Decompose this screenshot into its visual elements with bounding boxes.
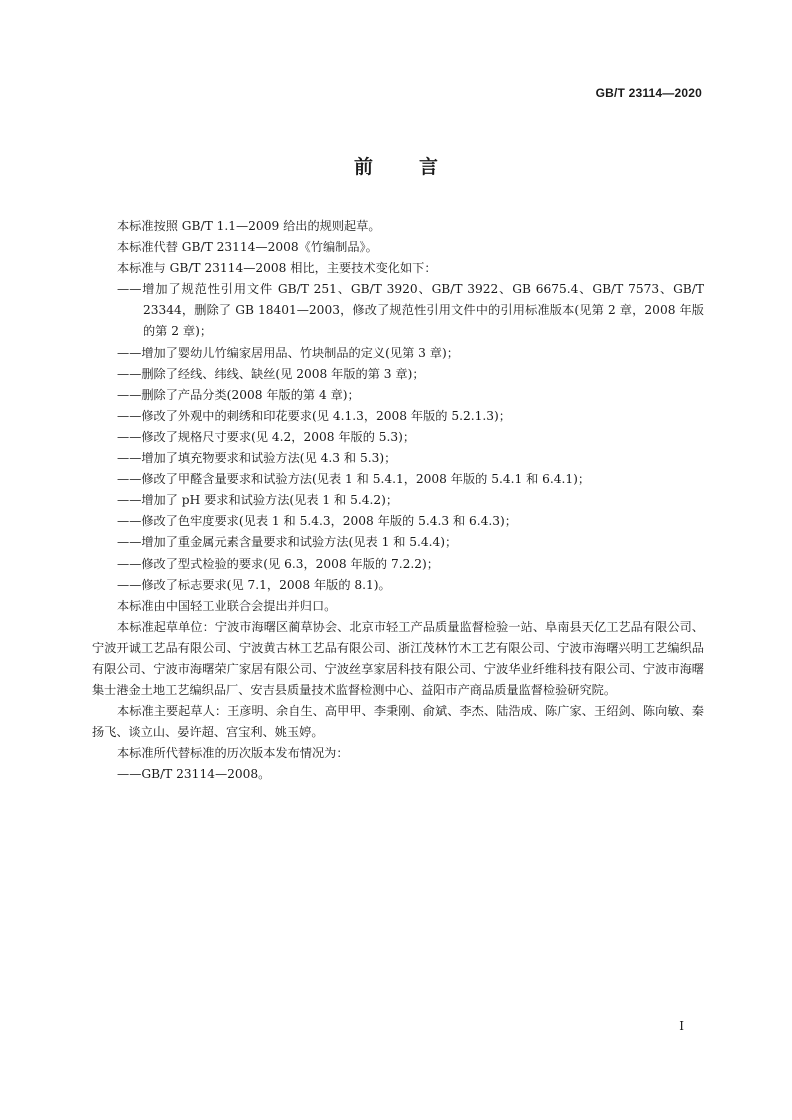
change-item: ——修改了色牢度要求(见表 1 和 5.4.3，2008 年版的 5.4.3 和 6.4.3)； — [117, 514, 517, 529]
title-char-left: 前 — [353, 156, 373, 178]
change-item: ——增加了 pH 要求和试验方法(见表 1 和 5.4.2)； — [117, 493, 399, 508]
title-char-right: 言 — [419, 156, 439, 178]
standard-code: GB/T 23114—2020 — [595, 86, 702, 100]
change-item: ——删除了经线、纬线、缺丝(见 2008 年版的第 3 章)； — [117, 366, 425, 381]
change-item: ——修改了标志要求(见 7.1，2008 年版的 8.1)。 — [117, 577, 391, 592]
page-title — [0, 152, 792, 179]
history-item: ——GB/T 23114—2008。 — [117, 767, 271, 782]
change-item: ——删除了产品分类(2008 年版的第 4 章)； — [117, 387, 360, 402]
drafting-units-paragraph: 本标准起草单位：宁波市海曙区蔺草协会、北京市轻工产品质量监督检验一站、阜南县天亿工艺品有限公司、宁波开诚工艺品有限公司、宁波黄古林工艺品有限公司、浙江茂林竹木工艺有限公司、宁波市海曙兴明工艺编织品有限公司、宁波市海曙荣广家居有限公司、宁波丝享家居科技有限公司、宁波华业纤维科技有限公司、宁波市海曙集士港金土地工艺编织品厂、安吉县质量技术监督检测中心、益阳市产商品质量监督检验研究院。 — [92, 619, 704, 698]
change-item: ——增加了填充物要求和试验方法(见 4.3 和 5.3)； — [117, 451, 397, 466]
change-item: ——修改了甲醛含量要求和试验方法(见表 1 和 5.4.1，2008 年版的 5.4.1 和 6.4.1)； — [117, 472, 591, 487]
paragraph: 本标准与 GB/T 23114—2008 相比，主要技术变化如下： — [117, 261, 437, 276]
drafters-paragraph: 本标准主要起草人：王彦明、余自生、高甲甲、李秉刚、俞斌、李杰、陆浩成、陈广家、王绍剑、陈向敏、秦扬飞、谈立山、晏许超、宫宝利、姚玉婷。 — [92, 704, 704, 740]
change-item: ——增加了重金属元素含量要求和试验方法(见表 1 和 5.4.4)； — [117, 535, 458, 550]
paragraph: 本标准按照 GB/T 1.1—2009 给出的规则起草。 — [117, 219, 381, 233]
paragraph: 本标准代替 GB/T 23114—2008《竹编制品》。 — [117, 240, 378, 255]
foreword-body — [92, 216, 704, 786]
change-item: ——增加了婴幼儿竹编家居用品、竹块制品的定义(见第 3 章)； — [117, 345, 459, 360]
change-item: ——增加了规范性引用文件 GB/T 251、GB/T 3920、GB/T 3922、GB 6675.4、GB/T 7573、GB/T 23344，删除了 GB 18401—2003，修改了规范性引用文件中的引用标准版本(见第 2 章，2008 年版的第 2 章)； — [117, 282, 704, 339]
change-item: ——修改了规格尺寸要求(见 4.2，2008 年版的 5.3)； — [117, 429, 416, 444]
change-item: ——修改了型式检验的要求(见 6.3，2008 年版的 7.2.2)； — [117, 556, 439, 571]
paragraph: 本标准所代替标准的历次版本发布情况为： — [117, 746, 349, 761]
change-item: ——修改了外观中的刺绣和印花要求(见 4.1.3，2008 年版的 5.2.1.3)； — [117, 408, 511, 423]
paragraph: 本标准由中国轻工业联合会提出并归口。 — [117, 598, 337, 613]
page-number: I — [679, 1019, 684, 1033]
